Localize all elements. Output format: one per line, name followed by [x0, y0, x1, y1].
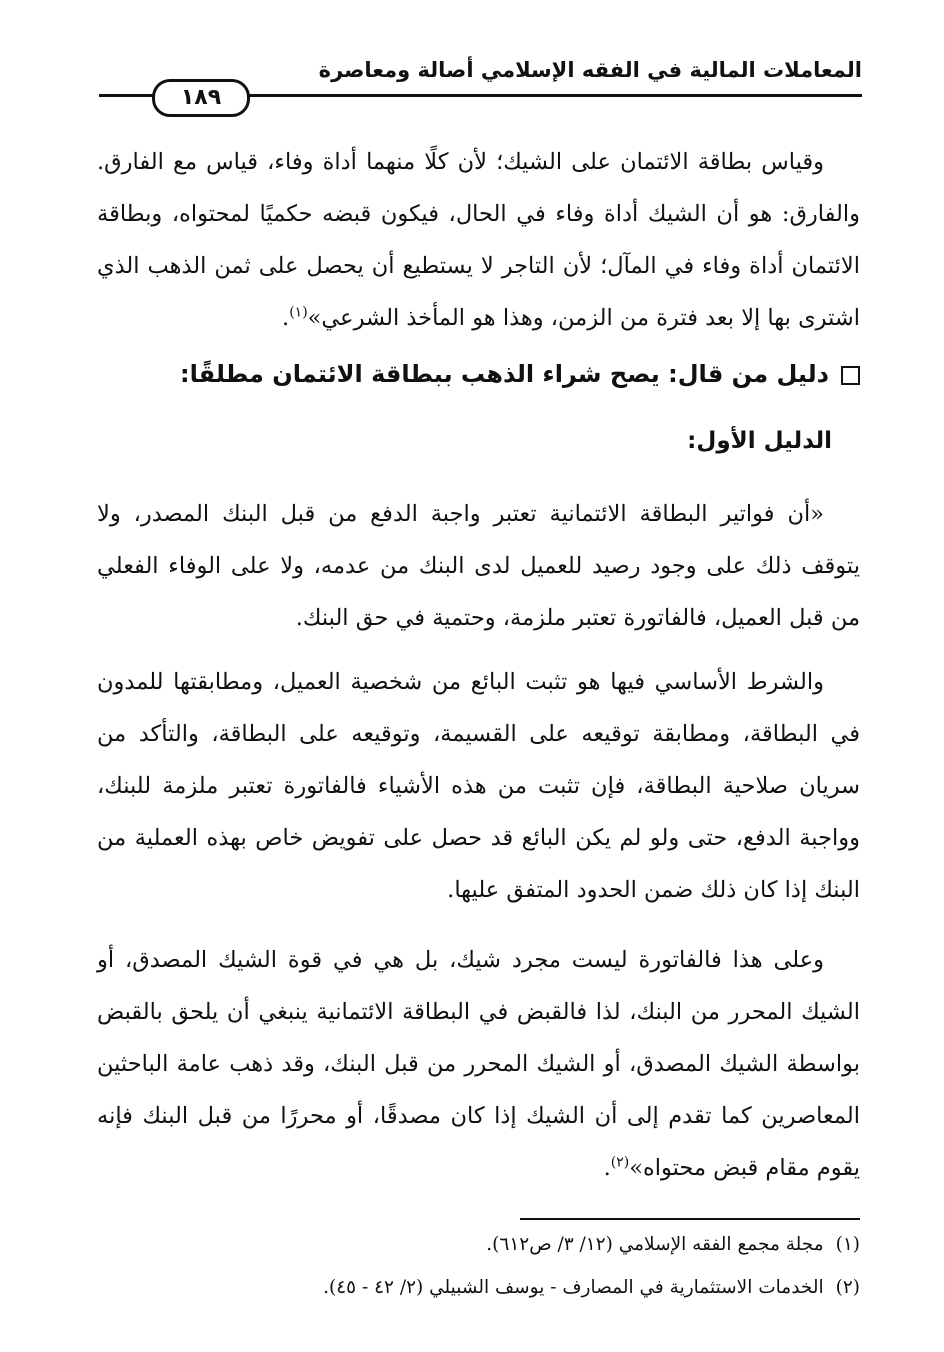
section-heading-text: دليل من قال: يصح شراء الذهب ببطاقة الائتمان مطلقًا: — [179, 360, 829, 388]
footnote-number: (٢) — [835, 1277, 860, 1298]
paragraph-end: . — [282, 305, 290, 331]
paragraph-condition: والشرط الأساسي فيها هو تثبت البائع من شخصية العميل، ومطابقتها للمدون في البطاقة، ومطابقة توقيعه على القسيمة، وتوقيعه على البطاقة، والتأكد من سريان صلاحية البطاقة، فإن تثبت من هذه الأشياء فالفاتورة تعتبر ملزمة للبنك، وواجبة الدفع، حتى ولو لم يكن البائع قد حصل على تفويض خاص بهذه العملية من البنك إذا كان ذلك ضمن الحدود المتفق عليها. — [97, 669, 860, 903]
footnote-ref-2: (٢) — [610, 1154, 630, 1171]
paragraph-text: وعلى هذا فالفاتورة ليست مجرد شيك، بل هي في قوة الشيك المصدق، أو الشيك المحرر من البنك، لذا فالقبض في البطاقة الائتمانية ينبغي أن يلحق بالقبض بواسطة الشيك المصدق، أو الشيك المحرر من قبل البنك، وقد ذهب عامة الباحثين المعاصرين كما تقدم إلى أن الشيك إذا كان مصدقًا، أو محررًا من قبل البنك فإنه يقوم مقام قبض محتواه» — [97, 947, 860, 1181]
square-bullet-icon — [841, 366, 860, 385]
subsection-heading: الدليل الأول: — [687, 428, 832, 454]
footnote-number: (١) — [835, 1234, 860, 1255]
footnote-text: مجلة مجمع الفقه الإسلامي (١٢/ ٣/ ص٦١٢). — [486, 1234, 824, 1255]
footnote-ref-1: (١) — [289, 304, 308, 321]
footnote-rule — [520, 1218, 860, 1220]
footnote-2 — [323, 1277, 860, 1298]
section-heading — [180, 360, 860, 388]
running-title: المعاملات المالية في الفقه الإسلامي أصالة ومعاصرة — [318, 58, 862, 82]
paragraph-invoices: «أن فواتير البطاقة الائتمانية تعتبر واجبة الدفع من قبل البنك المصدر، ولا يتوقف ذلك على وجود رصيد للعميل لدى البنك من عدمه، ولا على الوفاء الفعلي من قبل العميل، فالفاتورة تعتبر ملزمة، وحتمية في حق البنك. — [97, 501, 860, 631]
paragraph-text: وقياس بطاقة الائتمان على الشيك؛ لأن كلًا منهما أداة وفاء، قياس مع الفارق. والفارق: هو أن الشيك أداة وفاء في الحال، فيكون قبضه حكميًا لمحتواه، وبطاقة الائتمان أداة وفاء في المآل؛ لأن التاجر لا يستطيع أن يحصل على ثمن الذهب الذي اشترى بها إلا بعد فترة من الزمن، وهذا هو المأخذ الشرعي» — [97, 149, 860, 331]
paragraph-end: . — [603, 1155, 611, 1181]
page-number: ١٨٩ — [152, 79, 250, 117]
paragraph-analogy — [97, 136, 860, 344]
paragraph-conclusion — [97, 934, 860, 1194]
footnote-text: الخدمات الاستثمارية في المصارف - يوسف الشبيلي (٢/ ٤٢ - ٤٥). — [323, 1277, 824, 1298]
footnote-1 — [486, 1234, 860, 1255]
